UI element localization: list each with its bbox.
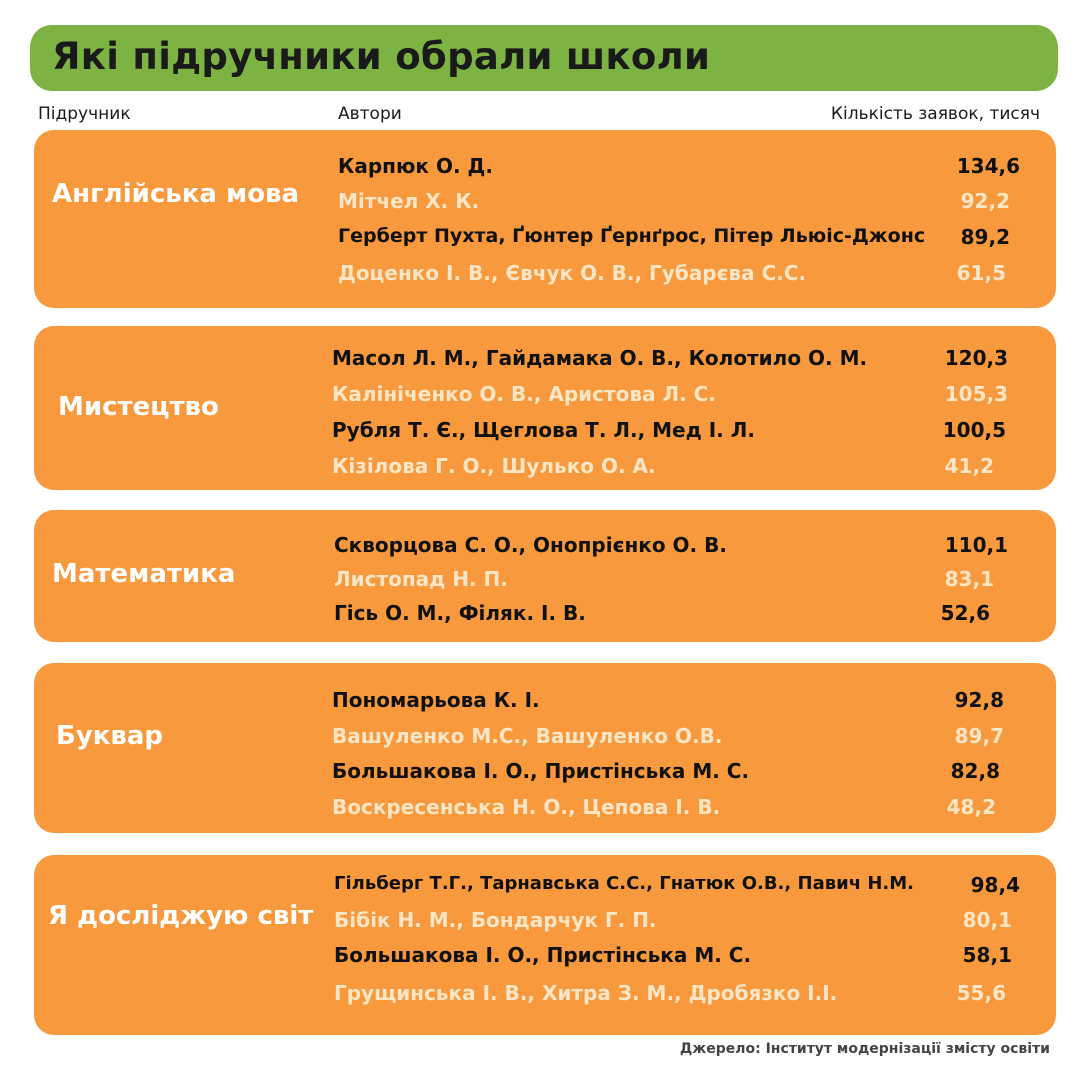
section-card-math [34, 510, 1056, 642]
column-header-count: Кількість заявок, тисяч [830, 104, 1040, 124]
author-row: Масол Л. М., Гайдамака О. В., Колотило О. М. [332, 346, 868, 370]
subject-label: Математика [52, 559, 236, 589]
count-value: 120,3 [944, 346, 1008, 370]
count-value: 41,2 [944, 454, 994, 478]
count-value: 92,8 [954, 688, 1004, 712]
author-row: Грущинська І. В., Хитра З. М., Дробязко І.І. [334, 981, 838, 1005]
subject-label: Мистецтво [58, 392, 219, 422]
author-row: Пономарьова К. І. [332, 688, 540, 712]
author-row: Вашуленко М.С., Вашуленко О.В. [332, 724, 723, 748]
section-card-explore-world [34, 855, 1056, 1035]
author-row: Герберт Пухта, Ґюнтер Ґернґрос, Пітер Льюіс-Джонс [338, 225, 926, 247]
title-bar [30, 25, 1058, 91]
author-row: Рубля Т. Є., Щеглова Т. Л., Мед І. Л. [332, 418, 755, 442]
author-row: Большакова І. О., Пристінська М. С. [334, 943, 752, 967]
author-row: Калініченко О. В., Аристова Л. С. [332, 382, 716, 406]
author-row: Карпюк О. Д. [338, 154, 493, 178]
count-value: 83,1 [944, 567, 994, 591]
count-value: 82,8 [950, 759, 1000, 783]
page-title: Які підручники обрали школи [52, 35, 711, 78]
count-value: 58,1 [962, 943, 1012, 967]
author-row: Воскресенська Н. О., Цепова І. В. [332, 795, 721, 819]
author-row: Листопад Н. П. [334, 567, 508, 591]
section-card-art [34, 326, 1056, 490]
count-value: 98,4 [970, 873, 1020, 897]
count-value: 89,2 [960, 225, 1010, 249]
column-header-authors: Автори [338, 104, 402, 124]
author-row: Гільберг Т.Г., Тарнавська С.С., Гнатюк О.В., Павич Н.М. [334, 873, 914, 894]
source-note: Джерело: Інститут модернізації змісту освіти [679, 1041, 1050, 1057]
count-value: 48,2 [946, 795, 996, 819]
count-value: 110,1 [944, 533, 1008, 557]
count-value: 105,3 [944, 382, 1008, 406]
author-row: Гісь О. М., Філяк. І. В. [334, 601, 586, 625]
count-value: 80,1 [962, 908, 1012, 932]
author-row: Доценко І. В., Євчук О. В., Губарєва С.С. [338, 261, 807, 285]
count-value: 92,2 [960, 189, 1010, 213]
author-row: Бібік Н. М., Бондарчук Г. П. [334, 908, 657, 932]
count-value: 52,6 [940, 601, 990, 625]
subject-label: Я досліджую світ [48, 901, 314, 931]
author-row: Скворцова С. О., Онопрієнко О. В. [334, 533, 727, 557]
count-value: 55,6 [956, 981, 1006, 1005]
section-card-english [34, 130, 1056, 308]
count-value: 100,5 [942, 418, 1006, 442]
author-row: Большакова І. О., Пристінська М. С. [332, 759, 750, 783]
subject-label: Буквар [56, 721, 164, 751]
count-value: 89,7 [954, 724, 1004, 748]
count-value: 61,5 [956, 261, 1006, 285]
author-row: Мітчел Х. К. [338, 189, 480, 213]
subject-label: Англійська мова [52, 179, 300, 209]
column-header-textbook: Підручник [38, 104, 131, 124]
author-row: Кізілова Г. О., Шулько О. А. [332, 454, 656, 478]
section-card-abc-book [34, 663, 1056, 833]
count-value: 134,6 [956, 154, 1020, 178]
